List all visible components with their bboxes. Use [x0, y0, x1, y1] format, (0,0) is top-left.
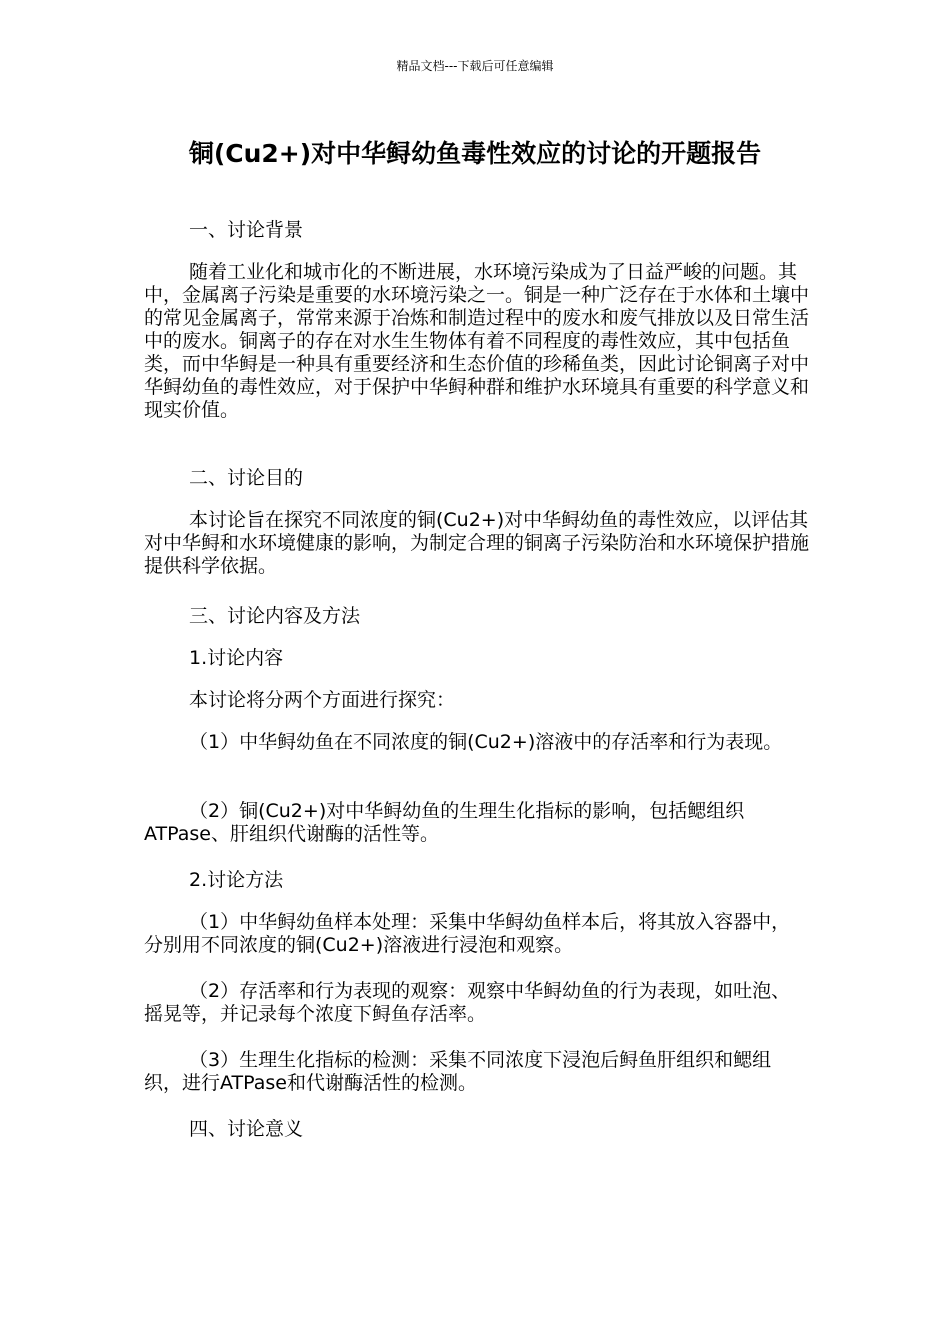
section-heading-purpose: 二、讨论目的 [189, 467, 304, 489]
list-item-method-1: （1）中华鲟幼鱼样本处理：采集中华鲟幼鱼样本后，将其放入容器中，分别用不同浓度的铜(Cu2+)溶液进行浸泡和观察。 [144, 911, 791, 956]
paragraph-content-intro: 本讨论将分两个方面进行探究： [189, 689, 456, 711]
header-note: 精品文档---下载后可任意编辑 [396, 59, 554, 73]
section-heading-background: 一、讨论背景 [189, 219, 304, 241]
paragraph-background: 随着工业化和城市化的不断进展，水环境污染成为了日益严峻的问题。其中，金属离子污染是重要的水环境污染之一。铜是一种广泛存在于水体和土壤中的常见金属离子，常常来源于冶炼和制造过程中的废水和废气排放以及日常生活中的废水。铜离子的存在对水生生物体有着不同程度的毒性效应，其中包括鱼类，而中华鲟是一种具有重要经济和生态价值的珍稀鱼类，因此讨论铜离子对中华鲟幼鱼的毒性效应，对于保护中华鲟种群和维护水环境具有重要的科学意义和现实价值。 [144, 261, 810, 421]
list-item-method-3: （3）生理生化指标的检测：采集不同浓度下浸泡后鲟鱼肝组织和鳃组织，进行ATPase和代谢酶活性的检测。 [144, 1049, 772, 1094]
list-item-content-2: （2）铜(Cu2+)对中华鲟幼鱼的生理生化指标的影响，包括鳃组织ATPase、肝组织代谢酶的活性等。 [144, 800, 745, 845]
subheading-method: 2.讨论方法 [189, 869, 284, 891]
list-item-content-1: （1）中华鲟幼鱼在不同浓度的铜(Cu2+)溶液中的存活率和行为表现。 [189, 731, 783, 753]
document-title: 铜(Cu2+)对中华鲟幼鱼毒性效应的讨论的开题报告 [188, 139, 762, 168]
section-heading-significance: 四、讨论意义 [189, 1118, 304, 1140]
paragraph-purpose: 本讨论旨在探究不同浓度的铜(Cu2+)对中华鲟幼鱼的毒性效应，以评估其对中华鲟和水环境健康的影响，为制定合理的铜离子污染防治和水环境保护措施提供科学依据。 [144, 509, 810, 577]
subheading-content: 1.讨论内容 [189, 647, 284, 669]
section-heading-content-method: 三、讨论内容及方法 [189, 605, 361, 627]
list-item-method-2: （2）存活率和行为表现的观察：观察中华鲟幼鱼的行为表现，如吐泡、摇晃等，并记录每个浓度下鲟鱼存活率。 [144, 980, 791, 1025]
